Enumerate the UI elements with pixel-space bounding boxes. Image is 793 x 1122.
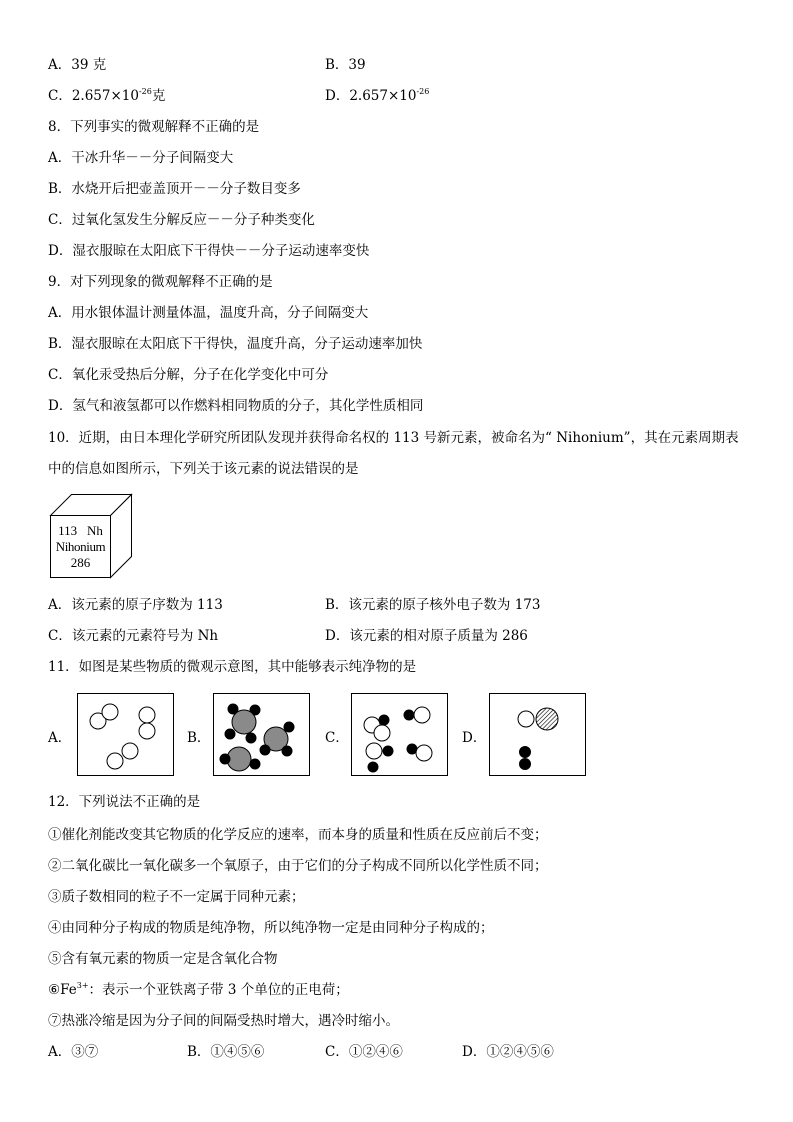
q11-diagram-a	[77, 693, 174, 776]
q8-stem: 8．下列事实的微观解释不正确的是	[48, 119, 260, 135]
q12-statement-4: ④由同种分子构成的物质是纯净物，所以纯净物一定是由同种分子构成的；	[48, 920, 494, 936]
black-atom	[284, 722, 294, 732]
q7-option-a: A．39 克	[48, 57, 107, 73]
white-atom	[139, 707, 155, 723]
q8-option-b: B．水烧开后把壶盖顶开－－分子数目变多	[48, 181, 301, 197]
grey-atom	[232, 710, 256, 734]
q12-option-a: A．③⑦	[48, 1044, 99, 1060]
q10-option-c: C．该元素的元素符号为 Nh	[48, 628, 219, 644]
q10-option-d: D．该元素的相对原子质量为 286	[325, 628, 528, 644]
q11-diagram-b	[213, 693, 310, 776]
atomic-mass: 286	[70, 555, 91, 570]
q11-label-c: C．	[325, 730, 349, 746]
q8-option-d: D．湿衣服晾在太阳底下干得快－－分子运动速率变快	[48, 243, 370, 259]
q10-option-b: B．该元素的原子核外电子数为 173	[325, 597, 541, 613]
black-atom	[250, 759, 260, 769]
white-atom	[102, 704, 118, 720]
black-atom	[383, 746, 393, 756]
black-atom	[520, 747, 531, 758]
black-atom	[379, 715, 389, 725]
q11-stem: 11．如图是某些物质的微观示意图，其中能够表示纯净物的是	[48, 659, 417, 675]
white-atom	[107, 753, 123, 769]
white-atom	[518, 711, 534, 727]
element-number-symbol-row	[50, 523, 111, 539]
q10-option-a: A．该元素的原子序数为 113	[48, 597, 223, 613]
q12-statement-6: $⑥Fe^{3+}$：表示一个亚铁离子带 3 个单位的正电荷；	[48, 981, 349, 998]
q7-option-c: C．$2.657\times 10^{-26}$克	[48, 87, 166, 104]
q12-option-b: B．①④⑤⑥	[187, 1044, 265, 1060]
q12-statement-3: ③质子数相同的粒子不一定属于同种元素；	[48, 889, 305, 905]
white-atom	[374, 725, 390, 741]
q8-option-c: C．过氧化氢发生分解反应－－分子种类变化	[48, 212, 315, 228]
white-atom	[122, 743, 138, 759]
element-name: Nihonium	[55, 539, 106, 554]
q7-option-b: B．39	[325, 57, 366, 73]
black-atom	[225, 729, 235, 739]
q12-statement-7: ⑦热涨冷缩是因为分子间的间隔受热时增大，遇冷时缩小。	[48, 1013, 399, 1029]
black-atom	[260, 745, 270, 755]
q10-stem-line2: 中的信息如图所示，下列关于该元素的说法错误的是	[48, 461, 359, 477]
q7-option-d: D．$2.657\times 10^{-26}$	[325, 87, 430, 104]
q9-option-d: D．氢气和液氢都可以作燃料相同物质的分子，其化学性质相同	[48, 398, 424, 414]
black-atom	[368, 762, 378, 772]
black-atom	[407, 744, 417, 754]
q12-statement-5: ⑤含有氧元素的物质一定是含氧化合物	[48, 951, 278, 967]
q11-diagram-d	[489, 693, 586, 776]
q10-stem-line1: 10．近期，由日本理化学研究所团队发现并获得命名权的 113 号新元素，被命名为“ Nihonium”，其在元素周期表	[48, 430, 739, 446]
q11-diagram-c	[351, 693, 448, 776]
q11-label-a: A．	[48, 730, 72, 746]
grey-atom	[227, 747, 251, 771]
element-symbol: Nh	[86, 523, 103, 538]
q11-label-b: B．	[187, 730, 211, 746]
white-atom	[366, 743, 382, 759]
hatched-atom	[536, 708, 558, 730]
q9-option-b: B．湿衣服晾在太阳底下干得快，温度升高，分子运动速率加快	[48, 336, 423, 352]
black-atom	[404, 710, 414, 720]
q8-option-a: A．干冰升华－－分子间隔变大	[48, 150, 234, 166]
q12-option-d: D．①②④⑤⑥	[462, 1044, 554, 1060]
black-atom	[246, 733, 256, 743]
q12-statement-2: ②二氧化碳比一氧化碳多一个氧原子，由于它们的分子构成不同所以化学性质不同；	[48, 858, 548, 874]
white-atom	[139, 723, 155, 739]
q12-stem: 12．下列说法不正确的是	[48, 794, 201, 810]
black-atom	[220, 754, 230, 764]
q9-stem: 9．对下列现象的微观解释不正确的是	[48, 274, 273, 290]
q12-option-c: C．①②④⑥	[325, 1044, 403, 1060]
q9-option-c: C．氧化汞受热后分解，分子在化学变化中可分	[48, 367, 329, 383]
q11-label-d: D．	[462, 730, 487, 746]
q12-statement-1: ①催化剂能改变其它物质的化学反应的速率，而本身的质量和性质在反应前后不变；	[48, 827, 548, 843]
atomic-number: 113	[58, 523, 78, 538]
white-atom	[416, 745, 432, 761]
black-atom	[282, 746, 292, 756]
q9-option-a: A．用水银体温计测量体温，温度升高，分子间隔变大	[48, 305, 369, 321]
element-card	[50, 516, 111, 578]
black-atom	[520, 759, 531, 770]
white-atom	[414, 707, 430, 723]
